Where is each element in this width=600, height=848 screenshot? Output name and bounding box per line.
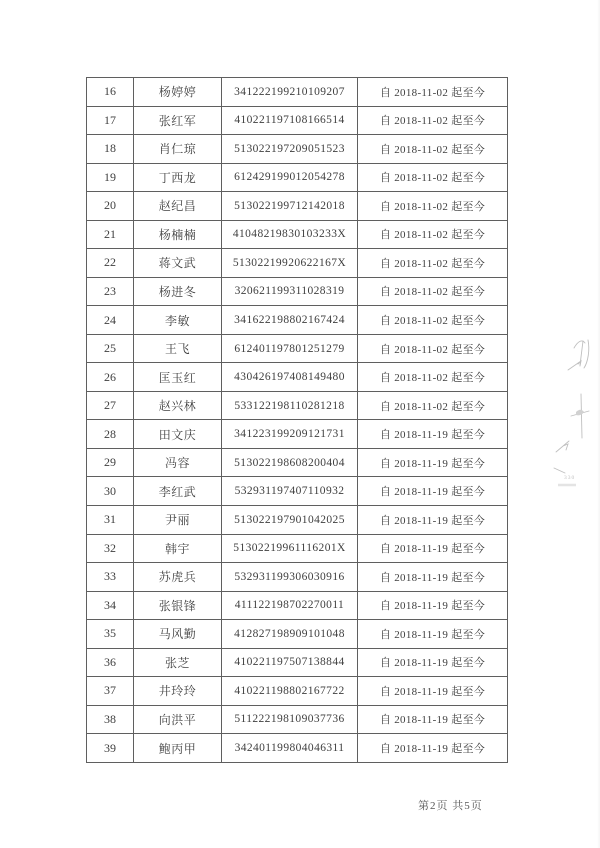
margin-note-number: 330 [564,475,576,481]
row-period-cell: 自 2018-11-19 起至今 [358,620,508,649]
row-period-cell: 自 2018-11-02 起至今 [358,277,508,306]
row-period-cell: 自 2018-11-19 起至今 [358,563,508,592]
table-row [87,78,508,107]
row-index-cell: 39 [87,734,134,763]
row-index-cell: 27 [87,391,134,420]
row-period-cell: 自 2018-11-02 起至今 [358,192,508,221]
row-id-number-cell: 410221197507138844 [222,648,358,677]
row-name-cell: 张芝 [134,648,222,677]
row-id-number-cell: 51302219920622167X [222,249,358,278]
row-period-cell: 自 2018-11-19 起至今 [358,591,508,620]
row-id-number-cell: 410221197108166514 [222,106,358,135]
row-index-cell: 24 [87,306,134,335]
handwritten-margin-mark [538,328,600,508]
table-row [87,677,508,706]
row-id-number-cell: 532931199306030916 [222,563,358,592]
row-id-number-cell: 341223199209121731 [222,420,358,449]
row-name-cell: 鲍丙甲 [134,734,222,763]
row-name-cell: 杨婷婷 [134,78,222,107]
roster-table-body [87,78,508,763]
row-id-number-cell: 533122198110281218 [222,391,358,420]
table-row [87,734,508,763]
row-period-cell: 自 2018-11-02 起至今 [358,306,508,335]
row-index-cell: 22 [87,249,134,278]
row-name-cell: 张银锋 [134,591,222,620]
row-id-number-cell: 410221198802167722 [222,677,358,706]
row-name-cell: 丁西龙 [134,163,222,192]
row-index-cell: 25 [87,334,134,363]
row-period-cell: 自 2018-11-19 起至今 [358,734,508,763]
row-id-number-cell: 513022198608200404 [222,448,358,477]
row-period-cell: 自 2018-11-19 起至今 [358,505,508,534]
row-id-number-cell: 41048219830103233X [222,220,358,249]
row-name-cell: 赵纪昌 [134,192,222,221]
row-name-cell: 韩宇 [134,534,222,563]
table-row [87,106,508,135]
row-name-cell: 蒋文武 [134,249,222,278]
table-row [87,534,508,563]
row-index-cell: 37 [87,677,134,706]
row-period-cell: 自 2018-11-02 起至今 [358,106,508,135]
row-id-number-cell: 513022197209051523 [222,135,358,164]
row-period-cell: 自 2018-11-19 起至今 [358,448,508,477]
row-index-cell: 18 [87,135,134,164]
row-name-cell: 井玲玲 [134,677,222,706]
row-id-number-cell: 532931197407110932 [222,477,358,506]
row-name-cell: 匡玉红 [134,363,222,392]
row-period-cell: 自 2018-11-02 起至今 [358,163,508,192]
row-name-cell: 杨进冬 [134,277,222,306]
table-row [87,391,508,420]
row-name-cell: 冯容 [134,448,222,477]
row-index-cell: 33 [87,563,134,592]
row-id-number-cell: 511222198109037736 [222,705,358,734]
row-index-cell: 35 [87,620,134,649]
row-id-number-cell: 342401199804046311 [222,734,358,763]
table-row [87,363,508,392]
row-index-cell: 31 [87,505,134,534]
row-index-cell: 29 [87,448,134,477]
row-id-number-cell: 341222199210109207 [222,78,358,107]
row-id-number-cell: 430426197408149480 [222,363,358,392]
table-row [87,163,508,192]
row-id-number-cell: 411122198702270011 [222,591,358,620]
row-name-cell: 肖仁琼 [134,135,222,164]
row-id-number-cell: 412827198909101048 [222,620,358,649]
row-period-cell: 自 2018-11-02 起至今 [358,391,508,420]
row-name-cell: 李红武 [134,477,222,506]
row-period-cell: 自 2018-11-02 起至今 [358,249,508,278]
row-period-cell: 自 2018-11-02 起至今 [358,78,508,107]
row-index-cell: 17 [87,106,134,135]
row-index-cell: 28 [87,420,134,449]
row-period-cell: 自 2018-11-19 起至今 [358,677,508,706]
table-row [87,249,508,278]
row-period-cell: 自 2018-11-02 起至今 [358,334,508,363]
row-period-cell: 自 2018-11-19 起至今 [358,705,508,734]
row-index-cell: 30 [87,477,134,506]
row-name-cell: 杨楠楠 [134,220,222,249]
row-index-cell: 38 [87,705,134,734]
row-period-cell: 自 2018-11-19 起至今 [358,420,508,449]
row-id-number-cell: 513022197901042025 [222,505,358,534]
table-row [87,192,508,221]
table-row [87,420,508,449]
row-period-cell: 自 2018-11-02 起至今 [358,363,508,392]
row-name-cell: 马风勤 [134,620,222,649]
row-name-cell: 苏虎兵 [134,563,222,592]
roster-table [86,77,508,763]
row-index-cell: 26 [87,363,134,392]
table-row [87,334,508,363]
table-row [87,591,508,620]
row-id-number-cell: 341622198802167424 [222,306,358,335]
row-index-cell: 36 [87,648,134,677]
table-row [87,563,508,592]
row-period-cell: 自 2018-11-02 起至今 [358,135,508,164]
row-id-number-cell: 612401197801251279 [222,334,358,363]
table-row [87,648,508,677]
row-index-cell: 32 [87,534,134,563]
row-id-number-cell: 320621199311028319 [222,277,358,306]
table-row [87,306,508,335]
row-name-cell: 向洪平 [134,705,222,734]
row-period-cell: 自 2018-11-02 起至今 [358,220,508,249]
row-index-cell: 21 [87,220,134,249]
row-id-number-cell: 612429199012054278 [222,163,358,192]
row-period-cell: 自 2018-11-19 起至今 [358,534,508,563]
table-row [87,448,508,477]
row-index-cell: 20 [87,192,134,221]
row-index-cell: 16 [87,78,134,107]
table-row [87,620,508,649]
row-period-cell: 自 2018-11-19 起至今 [358,648,508,677]
page-footer: 第2页 共5页 [418,800,483,812]
row-name-cell: 田文庆 [134,420,222,449]
table-row [87,477,508,506]
table-row [87,135,508,164]
table-row [87,220,508,249]
row-index-cell: 23 [87,277,134,306]
row-index-cell: 34 [87,591,134,620]
row-name-cell: 李敏 [134,306,222,335]
row-name-cell: 张红军 [134,106,222,135]
table-row [87,277,508,306]
row-id-number-cell: 51302219961116201X [222,534,358,563]
row-period-cell: 自 2018-11-19 起至今 [358,477,508,506]
table-row [87,705,508,734]
row-name-cell: 王飞 [134,334,222,363]
table-row [87,505,508,534]
row-index-cell: 19 [87,163,134,192]
row-name-cell: 尹丽 [134,505,222,534]
row-id-number-cell: 513022199712142018 [222,192,358,221]
row-name-cell: 赵兴林 [134,391,222,420]
